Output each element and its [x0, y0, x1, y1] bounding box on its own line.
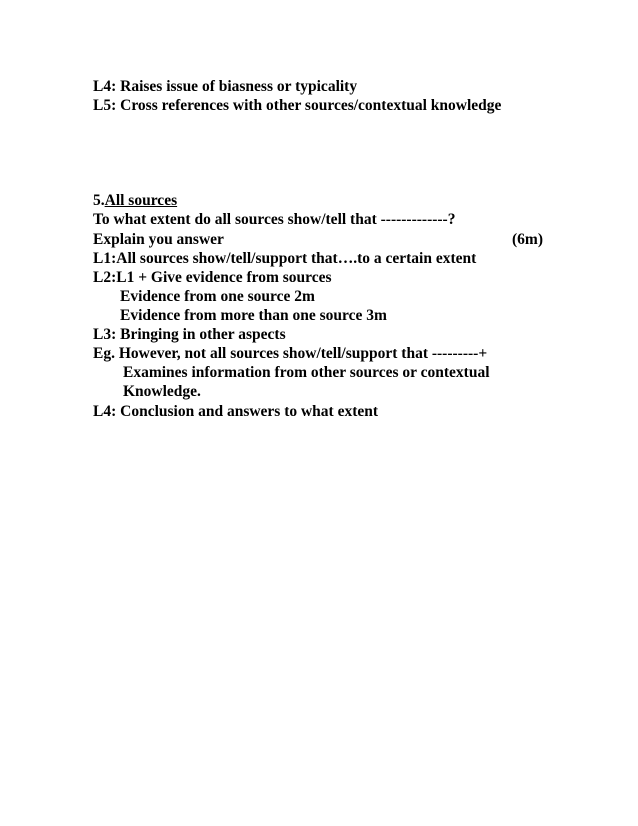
section-number: 5. [93, 192, 105, 209]
level-4-conclusion: L4: Conclusion and answers to what extent [93, 403, 379, 420]
level-1: L1:All sources show/tell/support that….to a certain extent [93, 250, 477, 267]
example-continuation-1: Examines information from other sources or contextual [123, 364, 490, 381]
section-title: All sources [104, 192, 178, 209]
level-2: L2:L1 + Give evidence from sources [93, 269, 332, 286]
top-level-4: L4: Raises issue of biasness or typicality [93, 78, 358, 95]
level-2-evidence-one: Evidence from one source 2m [120, 288, 315, 305]
top-level-5: L5: Cross references with other sources/contextual knowledge [93, 97, 502, 114]
marks-label: (6m) [512, 231, 543, 248]
section-5-heading [93, 191, 177, 210]
level-3: L3: Bringing in other aspects [93, 326, 286, 343]
explain-line: Explain you answer [93, 231, 224, 248]
example-line: Eg. However, not all sources show/tell/support that ---------+ [93, 345, 488, 362]
section-question: To what extent do all sources show/tell that -------------? [93, 211, 456, 228]
level-2-evidence-more: Evidence from more than one source 3m [120, 307, 387, 324]
example-continuation-2: Knowledge. [123, 383, 201, 400]
